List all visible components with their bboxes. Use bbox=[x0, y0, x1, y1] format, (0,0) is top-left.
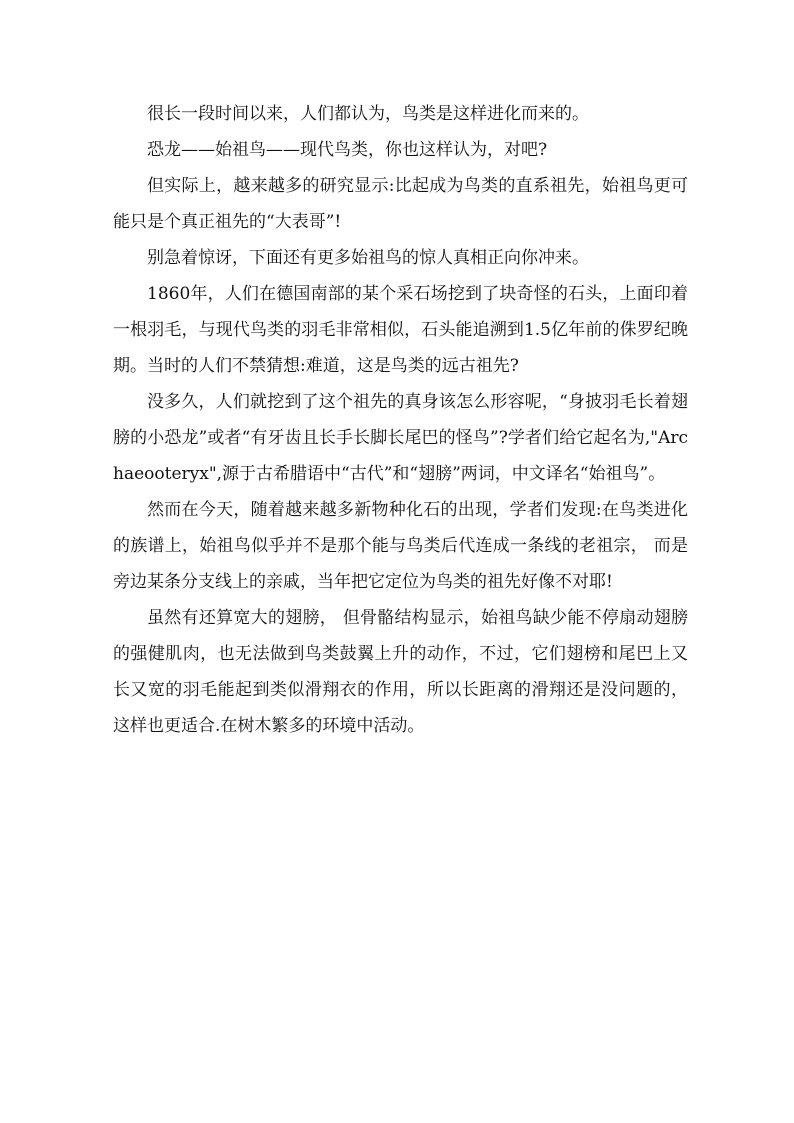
paragraph-1: 很长一段时间以来，人们都认为，鸟类是这样进化而来的。 bbox=[147, 104, 589, 124]
paragraph-5: 1860年，人们在德国南部的某个采石场挖到了块奇怪的石头，上面印着一根羽毛，与现代鸟类的羽毛非常相似，石头能追溯到1.5亿年前的侏罗纪晚期。当时的人们不禁猜想:难道，这是鸟类的远古祖先? bbox=[113, 284, 688, 376]
paragraph-7: 然而在今天，随着越来越多新物种化石的出现，学者们发现:在鸟类进化的族谱上，始祖鸟似乎并不是那个能与鸟类后代连成一条线的老祖宗， 而是旁边某条分支线上的亲戚，当年把它定位为鸟类的祖先好像不对耶! bbox=[113, 500, 688, 592]
paragraph-8: 虽然有还算宽大的翅膀， 但骨骼结构显示，始祖鸟缺少能不停扇动翅膀的强健肌肉，也无法做到鸟类鼓翼上升的动作，不过，它们翅榜和尾巴上又长又宽的羽毛能起到类似滑翔衣的作用，所以长距离的滑翔还是没问题的，这样也更适合.在树木繁多的环境中活动。 bbox=[113, 608, 688, 736]
article-body bbox=[113, 96, 688, 744]
paragraph-3: 但实际上，越来越多的研究显示:比起成为鸟类的直系祖先，始祖鸟更可能只是个真正祖先的“大表哥”! bbox=[113, 176, 688, 232]
paragraph-6: 没多久，人们就挖到了这个祖先的真身该怎么形容呢，“身披羽毛长着翅膀的小恐龙”或者“有牙齿且长手长脚长尾巴的怪鸟”?学者们给它起名为,"Archaeooteryx",源于古希腊语中“古代”和“翅膀”两词，中文译名“始祖鸟”。 bbox=[113, 392, 688, 484]
paragraph-2: 恐龙——始祖鸟——现代鸟类，你也这样认为，对吧? bbox=[147, 140, 548, 160]
paragraph-4: 别急着惊讶，下面还有更多始祖鸟的惊人真相正向你冲来。 bbox=[147, 248, 589, 268]
